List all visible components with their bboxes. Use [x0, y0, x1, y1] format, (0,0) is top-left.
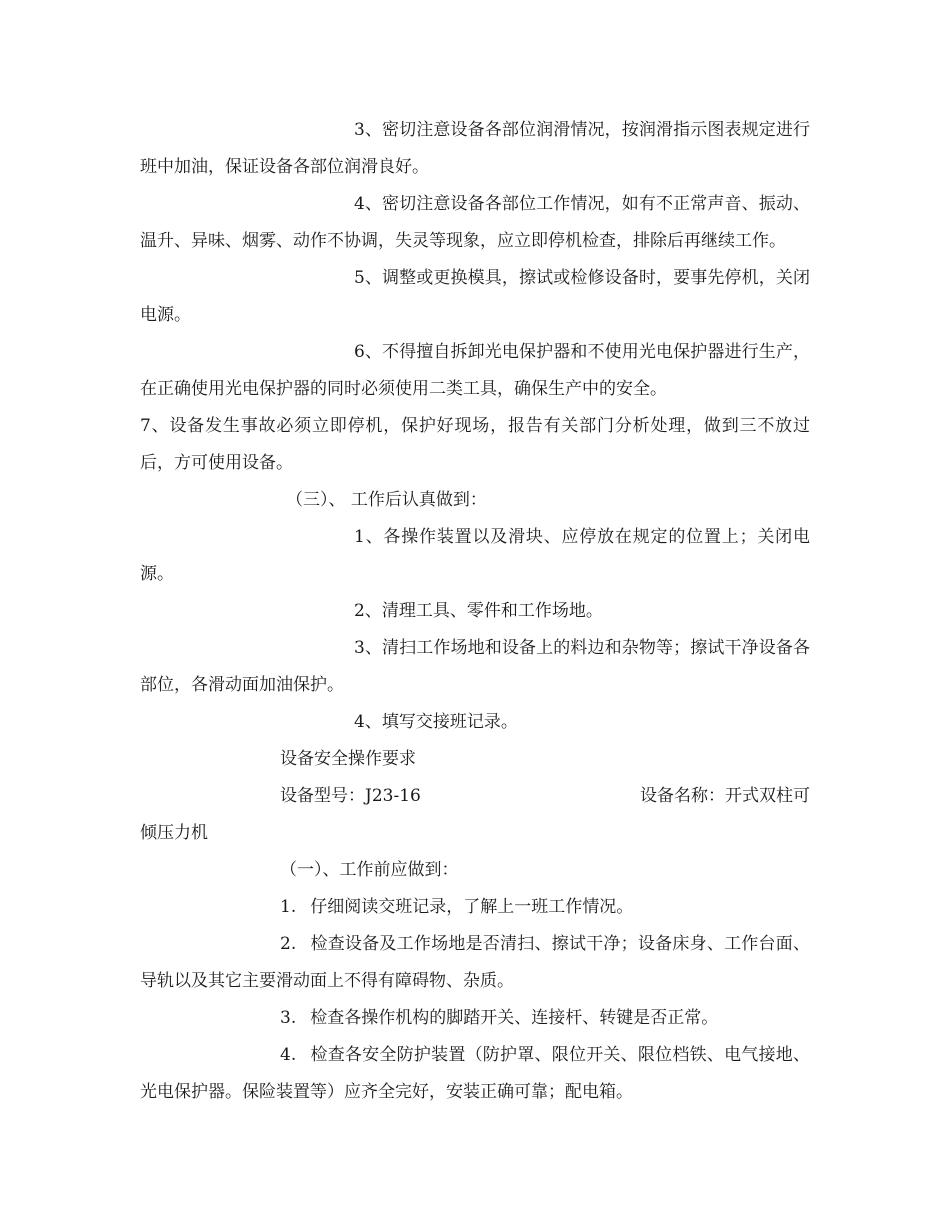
- equipment-name: 设备名称：开式双柱可: [640, 786, 810, 806]
- paragraph-item-3: 3、密切注意设备各部位润滑情况，按润滑指示图表规定进行班中加油，保证设备各部位润滑良好。: [140, 120, 810, 177]
- paragraph-item-5: 5、调整或更换模具，擦试或检修设备时，要事先停机，关闭电源。: [140, 268, 810, 325]
- after-item-1: 1、各操作装置以及滑块、应停放在规定的位置上；关闭电源。: [140, 527, 810, 584]
- paragraph-item-6: 6、不得擅自拆卸光电保护器和不使用光电保护器进行生产，在正确使用光电保护器的同时必须使用二类工具，确保生产中的安全。: [140, 342, 810, 399]
- before-item-text: 仔细阅读交班记录，了解上一班工作情况。: [310, 897, 634, 917]
- before-item-4: [140, 1037, 810, 1111]
- section-heading-after-work: （三）、 工作后认真做到：: [286, 490, 487, 510]
- document-body: [140, 112, 810, 1111]
- before-item-text: 检查各操作机构的脚踏开关、连接杆、转键是否正常。: [310, 1008, 719, 1028]
- document-title: 设备安全操作要求: [280, 749, 416, 769]
- equipment-model: 设备型号：J23-16: [280, 786, 421, 806]
- section-heading-before-work: （一）、工作前应做到：: [280, 860, 459, 880]
- paragraph-item-7: 7、设备发生事故必须立即停机，保护好现场，报告有关部门分析处理，做到三不放过后，方可使用设备。: [140, 416, 810, 473]
- after-item-2: 2、清理工具、零件和工作场地。: [354, 601, 603, 621]
- before-item-text: 检查设备及工作场地是否清扫、擦试干净；设备床身、工作台面、导轨以及其它主要滑动面上不得有障碍物、杂质。: [140, 934, 810, 991]
- before-item-number: 3.: [280, 1008, 297, 1028]
- equipment-name-continued: 倾压力机: [140, 823, 208, 843]
- equipment-info-row: [140, 778, 810, 815]
- before-item-number: 2.: [280, 934, 297, 954]
- before-item-2: [140, 926, 810, 1000]
- before-item-1: [140, 889, 810, 926]
- before-item-text: 检查各安全防护装置（防护罩、限位开关、限位档铁、电气接地、 光电保护器。保险装置等）应齐全完好，安装正确可靠；配电箱。: [140, 1045, 810, 1102]
- after-item-4: 4、填写交接班记录。: [354, 712, 518, 732]
- before-item-number: 4.: [280, 1045, 297, 1065]
- before-item-number: 1.: [280, 897, 297, 917]
- after-item-3: 3、清扫工作场地和设备上的料边和杂物等；擦试干净设备各部位，各滑动面加油保护。: [140, 638, 810, 695]
- paragraph-item-4: 4、密切注意设备各部位工作情况，如有不正常声音、振动、温升、异味、烟雾、动作不协调，失灵等现象，应立即停机检查，排除后再继续工作。: [140, 194, 810, 251]
- before-item-3: [140, 1000, 810, 1037]
